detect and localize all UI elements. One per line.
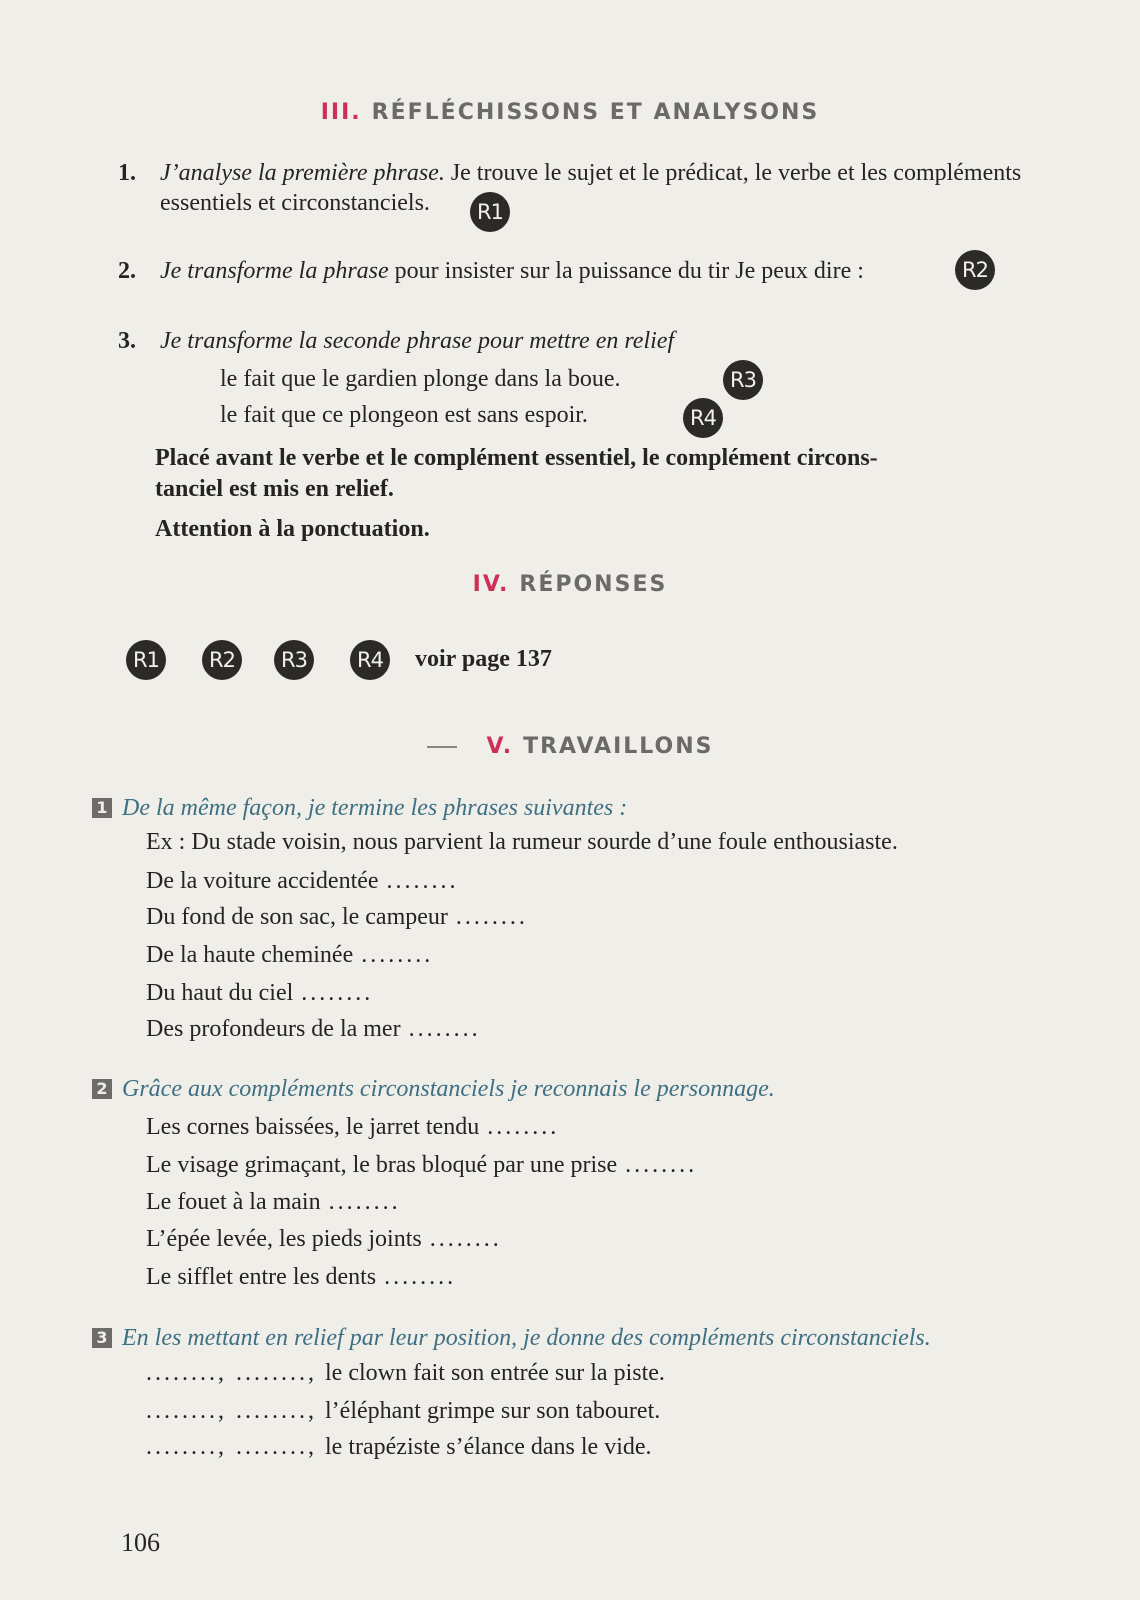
item-2-number: 2. [118,258,136,284]
blank-dots: ........ [625,1152,698,1178]
exercise-3-line [146,1432,652,1462]
exercise-1-line-text: Des profondeurs de la mer [146,1016,401,1042]
answers-badge-r1: R1 [126,640,166,680]
exercise-2-number: 2 [92,1079,112,1099]
exercise-1-line [146,866,459,896]
item-3-sub-1 [220,364,621,394]
exercise-1-instruction: De la même façon, je termine les phrases suivantes : [122,795,628,821]
exercise-2-line [146,1150,697,1180]
item-3-sub-2 [220,400,588,430]
item-3-italic: Je transforme la seconde phrase pour mettre en relief [160,328,675,354]
answer-badge-r4: R4 [683,398,723,438]
exercise-2-line-text: Le sifflet entre les dents [146,1264,377,1290]
exercise-3-line [146,1358,665,1388]
item-3-line [118,326,674,356]
exercise-1-line-text: Du fond de son sac, le campeur [146,904,448,930]
section-4-heading [0,572,1140,597]
exercise-1-line [146,1014,481,1044]
exercise-2-line-text: Le visage grimaçant, le bras bloqué par une prise [146,1152,618,1178]
item-2-text: pour insister sur la puissance du tir Je peux dire : [388,258,864,284]
exercise-2-line-text: Les cornes baissées, le jarret tendu [146,1114,480,1140]
exercise-2-line [146,1224,502,1254]
exercise-2-line [146,1262,456,1292]
blank-dots: ........ [361,942,434,968]
page-number: 106 [121,1528,160,1557]
exercise-2-line [146,1187,401,1217]
exercise-3-number: 3 [92,1328,112,1348]
item-3-number: 3. [118,328,136,354]
blank-dots: ........ [328,1189,401,1215]
exercise-2-line [146,1112,559,1142]
exercise-1-instruction-line [92,793,627,823]
item-2-line [118,256,864,286]
blank-dots: ........, ........, [146,1434,317,1460]
answer-badge-r3: R3 [723,360,763,400]
section-5-title: TRAVAILLONS [523,734,714,759]
item-1-line-1 [118,158,1021,188]
exercise-1-line-text: Du haut du ciel [146,980,294,1006]
exercise-3-instruction-line [92,1323,931,1353]
rule-line-2: tanciel est mis en relief. [155,476,394,502]
item-1-text: Je trouve le sujet et le prédicat, le verbe et les compléments [444,160,1022,186]
exercise-3-line [146,1396,660,1426]
exercise-1-line [146,978,373,1008]
exercise-3-line-text: l’éléphant grimpe sur son tabouret. [325,1398,661,1424]
exercise-1-line-text: De la haute cheminée [146,942,354,968]
exercise-2-line-text: L’épée levée, les pieds joints [146,1226,422,1252]
item-1-number: 1. [118,160,136,186]
blank-dots: ........ [384,1264,457,1290]
section-4-number: IV. [472,572,510,597]
exercise-2-instruction: Grâce aux compléments circonstanciels je reconnais le personnage. [122,1076,775,1102]
blank-dots: ........ [386,868,459,894]
heading-dash [427,746,457,748]
answers-badge-r2: R2 [202,640,242,680]
item-3-sub-1-text: le fait que le gardien plonge dans la boue. [220,366,621,392]
exercise-1-example: Ex : Du stade voisin, nous parvient la rumeur sourde d’une foule enthousiaste. [146,829,898,855]
item-1-line-2 [160,188,430,218]
section-5-heading [0,734,1140,759]
blank-dots: ........ [408,1016,481,1042]
exercise-2-instruction-line [92,1074,775,1104]
exercise-3-instruction: En les mettant en relief par leur position, je donne des compléments circonstanciels. [122,1325,931,1351]
section-3-title: RÉFLÉCHISSONS ET ANALYSONS [371,100,820,125]
item-3-sub-2-text: le fait que ce plongeon est sans espoir. [220,402,588,428]
section-5-number: V. [486,734,514,759]
answers-badge-r4: R4 [350,640,390,680]
section-3-heading [0,100,1140,125]
blank-dots: ........, ........, [146,1360,317,1386]
blank-dots: ........ [487,1114,560,1140]
exercise-1-line-text: De la voiture accidentée [146,868,379,894]
blank-dots: ........, ........, [146,1398,317,1424]
answer-badge-r2: R2 [955,250,995,290]
exercise-2-line-text: Le fouet à la main [146,1189,321,1215]
item-1-continuation: essentiels et circonstanciels. [160,190,430,216]
rule-line-1: Placé avant le verbe et le complément essentiel, le complément circons- [155,445,878,471]
section-3-number: III. [320,100,362,125]
exercise-1-line [146,902,528,932]
blank-dots: ........ [455,904,528,930]
attention-note: Attention à la ponctuation. [155,516,430,542]
blank-dots: ........ [301,980,374,1006]
blank-dots: ........ [429,1226,502,1252]
item-1-italic: J’analyse la première phrase. [160,160,445,186]
see-page-reference: voir page 137 [415,646,552,672]
section-4-title: RÉPONSES [519,572,668,597]
exercise-3-line-text: le clown fait son entrée sur la piste. [325,1360,665,1386]
exercise-1-line [146,940,433,970]
exercise-3-line-text: le trapéziste s’élance dans le vide. [325,1434,652,1460]
item-2-italic: Je transforme la phrase [160,258,389,284]
answers-badge-r3: R3 [274,640,314,680]
exercise-1-number: 1 [92,798,112,818]
answer-badge-r1: R1 [470,192,510,232]
